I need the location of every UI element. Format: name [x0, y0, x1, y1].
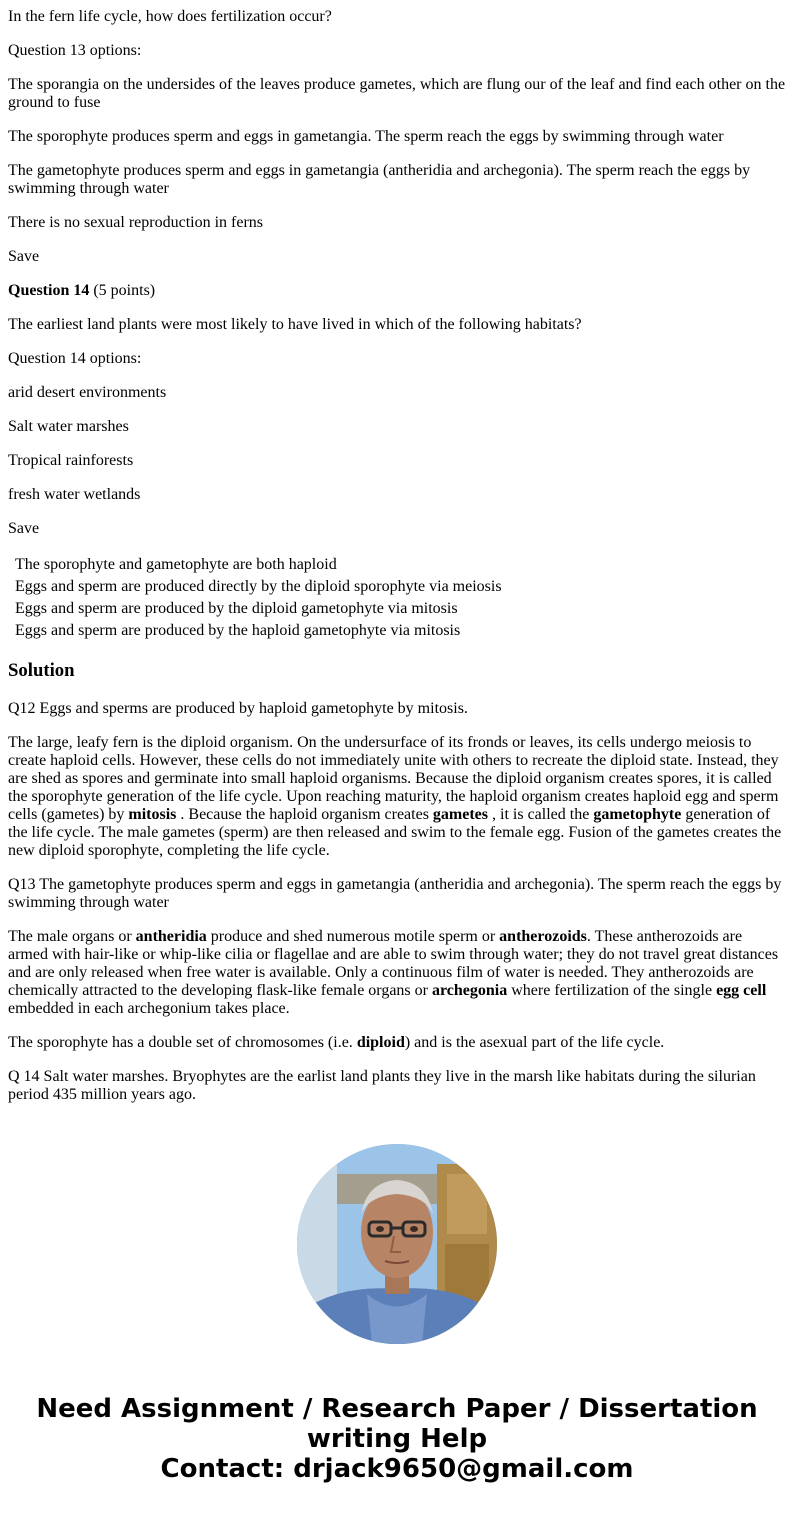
q12-answer: Q12 Eggs and sperms are produced by haploid gametophyte by mitosis. — [8, 700, 468, 717]
q14-points: (5 points) — [93, 282, 156, 299]
para1-text-e: , it is called the — [488, 806, 594, 823]
q12-option-4[interactable]: Eggs and sperm are produced by the haploid gametophyte via mitosis — [15, 622, 461, 639]
q13-options-label: Question 13 options: — [8, 42, 142, 59]
q13-option-2[interactable]: The sporophyte produces sperm and eggs in gametangia. The sperm reach the eggs by swimming through water — [8, 128, 724, 145]
footer-line-2: writing Help — [306, 1424, 488, 1454]
para1-bold-gametophyte: gametophyte — [593, 806, 682, 823]
para2-text-e: . These antherozoids are armed with hair-like or whip-like cilia or flagellae and are able to swim through water; they do not travel great distances and are only released when free water is available. Only a continuous film of water is needed. They antherozoids are chemically attracted to the developing flask-like female organs or — [8, 928, 779, 999]
q13-option-4[interactable]: There is no sexual reproduction in ferns — [8, 214, 264, 231]
q14-header — [8, 282, 786, 300]
para1-text-c: . Because the haploid organism creates — [176, 806, 433, 823]
tutor-avatar — [297, 1144, 497, 1344]
q14-option-4[interactable]: fresh water wetlands — [8, 486, 141, 503]
q14-answer: Q 14 Salt water marshes. Bryophytes are the earlist land plants they live in the marsh like habitats during the silurian period 435 million years ago. — [8, 1068, 756, 1103]
para3-text-c: ) and is the asexual part of the life cycle. — [404, 1034, 665, 1051]
para2-text-i: embedded in each archegonium takes place. — [8, 1000, 290, 1017]
q14-option-3[interactable]: Tropical rainforests — [8, 452, 134, 469]
q13-prompt: In the fern life cycle, how does fertilization occur? — [8, 8, 332, 25]
solution-paragraph-3 — [8, 1034, 786, 1052]
para2-text-c: produce and shed numerous motile sperm or — [206, 928, 500, 945]
q12-option-3[interactable]: Eggs and sperm are produced by the diploid gametophyte via mitosis — [15, 600, 458, 617]
para1-bold-mitosis: mitosis — [128, 806, 177, 823]
footer-banner — [8, 1394, 786, 1484]
para1-bold-gametes: gametes — [432, 806, 489, 823]
solution-paragraph-2 — [8, 928, 786, 1018]
solution-heading: Solution — [8, 660, 75, 681]
para2-bold-antheridia: antheridia — [135, 928, 207, 945]
q14-options-label: Question 14 options: — [8, 350, 142, 367]
q12-option-1[interactable]: The sporophyte and gametophyte are both haploid — [15, 556, 337, 573]
q12-options-list — [8, 554, 786, 642]
para2-text-g: where fertilization of the single — [507, 982, 717, 999]
q14-prompt: The earliest land plants were most likely to have lived in which of the following habitats? — [8, 316, 582, 333]
q14-save-button[interactable]: Save — [8, 520, 40, 537]
para2-bold-antherozoids: antherozoids — [499, 928, 587, 945]
para1-text-a: The large, leafy fern is the diploid organism. On the undersurface of its fronds or leaves, its cells undergo meiosis to create haploid cells. However, these cells do not immediately unite with others to recreate the diploid state. Instead, they are shed as spores and germinate into small haploid organisms. Because the diploid organism creates spores, it is called the sporophyte generation of the life cycle. Upon reaching maturity, the haploid organism creates haploid egg and sperm cells (gametes) by — [8, 734, 779, 823]
para1-text-g: generation of the life cycle. The male gametes (sperm) are then released and swim to the female egg. Fusion of the gametes creates the new diploid sporophyte, completing the life cycle. — [8, 806, 782, 859]
q14-option-2[interactable]: Salt water marshes — [8, 418, 129, 435]
footer-line-1: Need Assignment / Research Paper / Dissertation — [36, 1394, 758, 1424]
para2-bold-archegonia: archegonia — [431, 982, 508, 999]
q13-option-3[interactable]: The gametophyte produces sperm and eggs in gametangia (antheridia and archegonia). The sperm reach the eggs by swimming through water — [8, 162, 751, 197]
solution-paragraph-1 — [8, 734, 786, 860]
q13-save-button[interactable]: Save — [8, 248, 40, 265]
q13-answer: Q13 The gametophyte produces sperm and eggs in gametangia (antheridia and archegonia). The sperm reach the eggs by swimming through water — [8, 876, 782, 911]
q14-option-1[interactable]: arid desert environments — [8, 384, 167, 401]
para2-text-a: The male organs or — [8, 928, 136, 945]
para3-bold-diploid: diploid — [356, 1034, 405, 1051]
para3-text-a: The sporophyte has a double set of chromosomes (i.e. — [8, 1034, 357, 1051]
q12-option-2[interactable]: Eggs and sperm are produced directly by the diploid sporophyte via meiosis — [15, 578, 502, 595]
para2-bold-egg-cell: egg cell — [716, 982, 767, 999]
tutor-portrait-image — [297, 1144, 497, 1344]
footer-contact[interactable]: Contact: drjack9650@gmail.com — [160, 1454, 634, 1484]
avatar-container — [8, 1144, 786, 1344]
q14-heading: Question 14 — [8, 282, 90, 299]
q13-option-1[interactable]: The sporangia on the undersides of the leaves produce gametes, which are flung our of the leaf and find each other on the ground to fuse — [8, 76, 786, 111]
